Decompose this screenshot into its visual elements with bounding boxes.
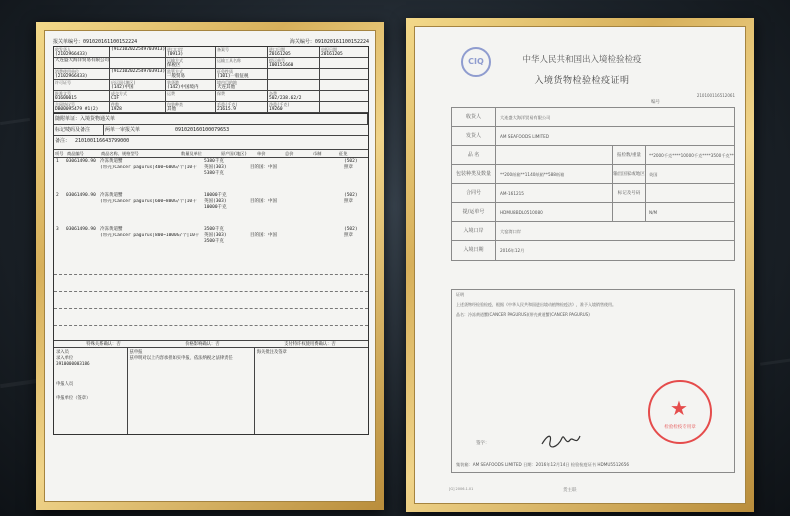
declaration-cell xyxy=(268,58,320,68)
remarks-line-2: 品名：冷冻黄道蟹(CANCER PAGURUS)(带壳黄道蟹(CANCER PAGURUS) xyxy=(456,312,590,317)
declaration-cell xyxy=(320,102,368,112)
certificate-row-value-secondary: **2000千克****10000千克****3500千克** xyxy=(649,153,734,158)
goods-dest: 目的国：中国 xyxy=(250,199,277,204)
cell-value: 01600015 xyxy=(55,96,77,101)
certificate-row-value: AM SEAFOODS LIMITED xyxy=(500,134,550,139)
blank-row xyxy=(54,309,368,325)
handwritten-signature xyxy=(540,430,590,450)
logo-text: CIQ xyxy=(468,57,484,66)
cell-label: 运输工具名称 xyxy=(217,58,241,63)
certificate-table xyxy=(451,107,735,261)
declaration-cell xyxy=(320,69,368,79)
cell-value: (142)中国境内 xyxy=(167,85,199,90)
cell-label: 毛重(千克) xyxy=(217,102,238,107)
declaration-cell xyxy=(166,102,216,112)
goods-spec: (带壳)Cancer pagurus|400~600G/个|10千 xyxy=(100,165,197,170)
declaration-cell xyxy=(54,91,110,101)
declaration-cell xyxy=(110,91,166,101)
confirmation-flag: 支付特许权使用费确认：否 xyxy=(284,342,336,347)
goods-currency: (502) xyxy=(344,159,358,164)
cell-value: (2102966433) xyxy=(55,74,88,79)
signature-label: 签字： xyxy=(476,441,490,446)
cell-label: 备案号 xyxy=(217,47,229,52)
certificate-copy-label: 货主联 xyxy=(563,488,577,493)
certificate-number-label: 编号 xyxy=(651,100,660,105)
declaration-cell xyxy=(268,80,320,90)
declaration-cell xyxy=(110,69,166,79)
goods-table-header xyxy=(54,150,368,158)
goods-column-header: 征免 xyxy=(339,151,348,156)
declaration-cell xyxy=(166,69,216,79)
certificate-title-sub: 入境货物检验检疫证明 xyxy=(534,76,630,86)
cell-label: 消费使用单位 xyxy=(55,69,79,74)
footer-signoff: 申报单位（签章） xyxy=(56,396,91,401)
declaration-cell xyxy=(268,91,320,101)
declaration-footer xyxy=(54,348,368,434)
cell-label: 杂费 xyxy=(269,91,277,96)
certificate-row xyxy=(452,146,734,165)
record-label: 备注： xyxy=(55,138,71,144)
certificate-row-label: 包装种类及数量 xyxy=(452,165,496,183)
cell-value: (912102022549703913) xyxy=(111,69,166,74)
cell-label: 提运单号 xyxy=(269,58,285,63)
goods-name: 冷冻黄道蟹 xyxy=(100,159,123,164)
declaration-cell xyxy=(216,91,268,101)
declaration-grid xyxy=(53,46,369,114)
customs-declaration-sheet xyxy=(44,30,376,502)
cell-label: 保费 xyxy=(217,91,225,96)
declaration-row xyxy=(54,102,368,113)
goods-column-header: 币制 xyxy=(313,151,322,156)
certificate-row-label-secondary: 报检数/重量 xyxy=(612,146,646,164)
goods-code: 03061490.90 xyxy=(66,227,96,232)
cell-value: 大连其他 xyxy=(217,85,235,90)
declaration-cell xyxy=(54,47,110,57)
goods-column-header: 商品名称、规格型号 xyxy=(101,151,139,156)
attached-docs-row xyxy=(54,114,368,125)
declaration-cell xyxy=(268,69,320,79)
declaration-cell xyxy=(216,102,268,112)
cell-label: 装货港 xyxy=(167,80,179,85)
goods-tax: 照章 xyxy=(344,199,353,204)
footer-column-line: 兹申明对以上内容承担如实申报、依法纳税之法律责任 xyxy=(129,356,233,361)
cell-value: 19260 xyxy=(269,107,283,112)
declaration-row xyxy=(54,69,368,80)
attached-docs: 随附单证：入境货物通关单 xyxy=(54,114,368,124)
goods-column-header: 商品编号 xyxy=(67,151,84,156)
goods-name: 冷冻黄道蟹 xyxy=(100,193,123,198)
goods-no: 2 xyxy=(56,193,59,198)
background-streak xyxy=(0,118,30,125)
goods-item xyxy=(54,192,368,226)
remarks-label: 证明 xyxy=(456,292,464,297)
cell-label: 征免性质 xyxy=(217,69,233,74)
certificate-row-value: 大窑湾口岸 xyxy=(500,229,521,234)
seal-star-icon: ★ xyxy=(670,396,688,420)
cell-value: 20161205 xyxy=(269,52,291,57)
cell-value: 一般贸易 xyxy=(167,74,185,79)
cell-value: (142)中国 xyxy=(111,85,134,90)
declaration-cell xyxy=(54,69,110,79)
declaration-row xyxy=(54,80,368,91)
declaration-row xyxy=(54,58,368,69)
cell-value: DB00095479 #1(2) xyxy=(55,107,99,112)
declaration-cell xyxy=(216,58,268,68)
right-picture-frame xyxy=(406,18,754,512)
seal-text: 检验检疫专用章 xyxy=(664,425,696,430)
goods-column-header: 数量及单位 xyxy=(181,151,202,156)
marks-value: 两单一审报关单 xyxy=(105,127,141,133)
footer-column-line: 3910000003186 xyxy=(56,362,90,367)
certificate-row-value-secondary: 英国 xyxy=(649,172,658,177)
cell-label: 成交方式 xyxy=(111,91,127,96)
certificate-row-value: 大连盛大海洋贸易有限公司 xyxy=(500,115,551,120)
inspection-certificate-sheet xyxy=(414,26,746,504)
record-row xyxy=(54,136,368,150)
certificate-row-label-secondary: 输出国家或地区 xyxy=(612,165,646,183)
cell-label: 许可证号 xyxy=(55,80,71,85)
cell-value: (101)一般征税 xyxy=(217,74,249,79)
goods-spec: (带壳)Cancer pagurus|600~800G/个|10千 xyxy=(100,199,197,204)
declaration-cell xyxy=(166,80,216,90)
footer-column-line: 录入单位 xyxy=(56,356,74,361)
goods-code: 03061490.90 xyxy=(66,159,96,164)
goods-item xyxy=(54,158,368,192)
certificate-row-value xyxy=(496,146,612,164)
cell-label: 收发货人 xyxy=(55,47,71,52)
background-streak xyxy=(760,357,790,366)
certificate-row-value: HDMU8BDL0510080 xyxy=(500,210,543,215)
certificate-row xyxy=(452,222,734,241)
certificate-title-main: 中华人民共和国出入境检验检疫 xyxy=(522,55,642,65)
certificate-row xyxy=(452,108,734,127)
cell-label: 净重(千克) xyxy=(269,102,290,107)
left-picture-frame xyxy=(36,22,384,510)
certificate-row-value: 2016年12月 xyxy=(500,248,525,253)
cell-value: (912102022549703913) xyxy=(111,47,166,52)
footer-column-title: 海关批注及签章 xyxy=(256,350,287,355)
declaration-cell xyxy=(110,102,166,112)
certificate-row-value: AM-161215 xyxy=(500,191,524,196)
certificate-row-label: 品 名 xyxy=(452,146,496,164)
certificate-row-value-secondary: N/M xyxy=(649,210,658,215)
goods-tax: 照章 xyxy=(344,165,353,170)
certificate-bottom-line: 集装箱：AM SEAFOODS LIMITED 日期：2016年12月14日 检验检疫证书 HDMU5512656 xyxy=(456,462,630,467)
declaration-cell xyxy=(110,58,166,68)
cell-label: 境内目的地 xyxy=(217,80,237,85)
official-seal-icon xyxy=(648,380,712,444)
cell-value: (2102966433) xyxy=(55,52,88,57)
declaration-extra xyxy=(53,114,369,435)
cell-label: 申报日期 xyxy=(321,47,337,52)
cell-label: 运输方式 xyxy=(167,58,183,63)
cell-label: 运费 xyxy=(167,91,175,96)
goods-qty2: 3500千克 xyxy=(204,239,224,244)
blank-row xyxy=(54,326,368,340)
certificate-remarks xyxy=(451,289,735,473)
declaration-cell xyxy=(54,80,110,90)
declaration-cell xyxy=(320,58,368,68)
certificate-row xyxy=(452,241,734,260)
footer-column xyxy=(128,348,255,434)
declaration-cell xyxy=(320,80,368,90)
certificate-row-value-secondary xyxy=(646,184,734,202)
goods-currency: (502) xyxy=(344,193,358,198)
customs-declaration xyxy=(53,37,369,435)
confirmation-flag: 价格影响确认：否 xyxy=(185,342,220,347)
goods-column-header: 项号 xyxy=(55,151,64,156)
confirmation-flags xyxy=(54,340,368,348)
certificate-row xyxy=(452,127,734,146)
certificate-row-value: **200纸箱**1140纸箱**588纸箱 xyxy=(500,172,565,177)
goods-dest: 目的国：中国 xyxy=(250,165,277,170)
cell-label: 启运国(地区) xyxy=(111,80,136,85)
cell-label: 进口日期 xyxy=(269,47,285,52)
goods-qty2: 10000千克 xyxy=(204,205,227,210)
cell-label: 包装种类 xyxy=(167,102,183,107)
declaration-cell xyxy=(110,47,166,57)
cell-value: 保税区 xyxy=(167,63,181,68)
certificate-row-label: 发货人 xyxy=(452,127,496,145)
certificate-code: 210100116512061 xyxy=(696,93,735,98)
declaration-cell xyxy=(320,47,368,57)
remarks-line-1: 上述货物经检验检疫，根据《中华人民共和国进出境动植物检疫法》，准予入境销售使用。 xyxy=(456,302,616,307)
cell-value: 20161205 xyxy=(321,52,343,57)
declaration-header xyxy=(53,37,369,46)
marks-row xyxy=(54,125,368,136)
cell-label: 合同协议号 xyxy=(55,102,75,107)
goods-dest: 目的国：中国 xyxy=(250,233,277,238)
goods-column-header: 单价 xyxy=(257,151,266,156)
cell-value: 大连盛大海洋贸易有限公司 xyxy=(55,58,109,63)
goods-tax: 照章 xyxy=(344,233,353,238)
certificate-row-label-secondary: 标记及号码 xyxy=(612,184,646,202)
goods-origin: 英国(303) xyxy=(204,165,227,170)
blank-row xyxy=(54,260,368,274)
goods-name: 冷冻黄道蟹 xyxy=(100,227,123,232)
declaration-cell xyxy=(216,47,268,57)
certificate-row xyxy=(452,203,734,222)
declaration-cell xyxy=(166,91,216,101)
footer-column xyxy=(54,348,128,434)
cell-value: 其他 xyxy=(167,107,176,112)
declaration-cell xyxy=(268,102,320,112)
certificate-row xyxy=(452,165,734,184)
cell-value: (0913) xyxy=(167,52,184,57)
certificate-row-label: 合同号 xyxy=(452,184,496,202)
cell-value: 21615.9 xyxy=(217,107,236,112)
footer-column-title: 录入员 xyxy=(56,350,69,355)
declaration-cell xyxy=(54,58,110,68)
footer-signoff: 申报人员 xyxy=(56,382,74,387)
certificate-row xyxy=(452,184,734,203)
cell-value: 502/238.62/2 xyxy=(269,96,302,101)
goods-origin: 英国(303) xyxy=(204,199,227,204)
customs-number: 海关编号：091020161100152224 xyxy=(289,39,369,45)
goods-spec: (带壳)Cancer pagurus|800~1000G/个|10千 xyxy=(100,233,200,238)
goods-list xyxy=(54,158,368,260)
confirmation-flag: 特殊关系确认：否 xyxy=(86,342,121,347)
goods-column-header: 原产国(地区) xyxy=(221,151,247,156)
certificate-footer-code: [G] 2006.1.01 xyxy=(449,487,474,491)
declaration-cell xyxy=(320,91,368,101)
goods-no: 3 xyxy=(56,227,59,232)
goods-qty1: 10000千克 xyxy=(204,193,227,198)
footer-column xyxy=(255,348,368,434)
goods-qty1: 5380千克 xyxy=(204,159,224,164)
declaration-cell xyxy=(54,102,110,112)
goods-currency: (502) xyxy=(344,227,358,232)
goods-column-header: 总价 xyxy=(285,151,294,156)
certificate-row-label: 提/运单号 xyxy=(452,203,496,221)
declaration-cell xyxy=(110,80,166,90)
cell-label: 件数 xyxy=(111,102,119,107)
declaration-cell xyxy=(216,80,268,90)
declaration-cell xyxy=(216,69,268,79)
footer-column-title: 兹申报 xyxy=(129,350,143,355)
certificate-row-label: 收货人 xyxy=(452,108,496,126)
certificate-row-label-secondary xyxy=(612,203,646,221)
goods-origin: 英国(303) xyxy=(204,233,227,238)
marks-number: 091020160100079653 xyxy=(175,127,230,133)
blank-row xyxy=(54,275,368,291)
cell-value: 1928 xyxy=(111,107,122,112)
cell-label: 批准文号 xyxy=(55,91,71,96)
cell-value: CIF xyxy=(111,96,120,101)
goods-qty1: 3500千克 xyxy=(204,227,224,232)
record-number: 210100116643799000 xyxy=(75,138,130,144)
declaration-cell xyxy=(166,47,216,57)
declaration-row xyxy=(54,91,368,102)
goods-code: 03061490.90 xyxy=(66,193,96,198)
goods-no: 1 xyxy=(56,159,59,164)
goods-item xyxy=(54,226,368,260)
cell-value: 100151660 xyxy=(269,63,294,68)
goods-qty2: 5380千克 xyxy=(204,171,224,176)
declaration-row xyxy=(54,47,368,58)
declaration-number: 报关单编号：091020161100152224 xyxy=(53,39,138,45)
marks-label: 标记唛码及备注 xyxy=(54,125,104,135)
cell-label: 监管方式 xyxy=(167,69,183,74)
blank-row xyxy=(54,292,368,308)
declaration-cell xyxy=(166,58,216,68)
certificate-row-label: 入境口岸 xyxy=(452,222,496,240)
cell-label: 进口口岸 xyxy=(167,47,183,52)
declaration-cell xyxy=(268,47,320,57)
certificate-row-label: 入境日期 xyxy=(452,241,496,260)
